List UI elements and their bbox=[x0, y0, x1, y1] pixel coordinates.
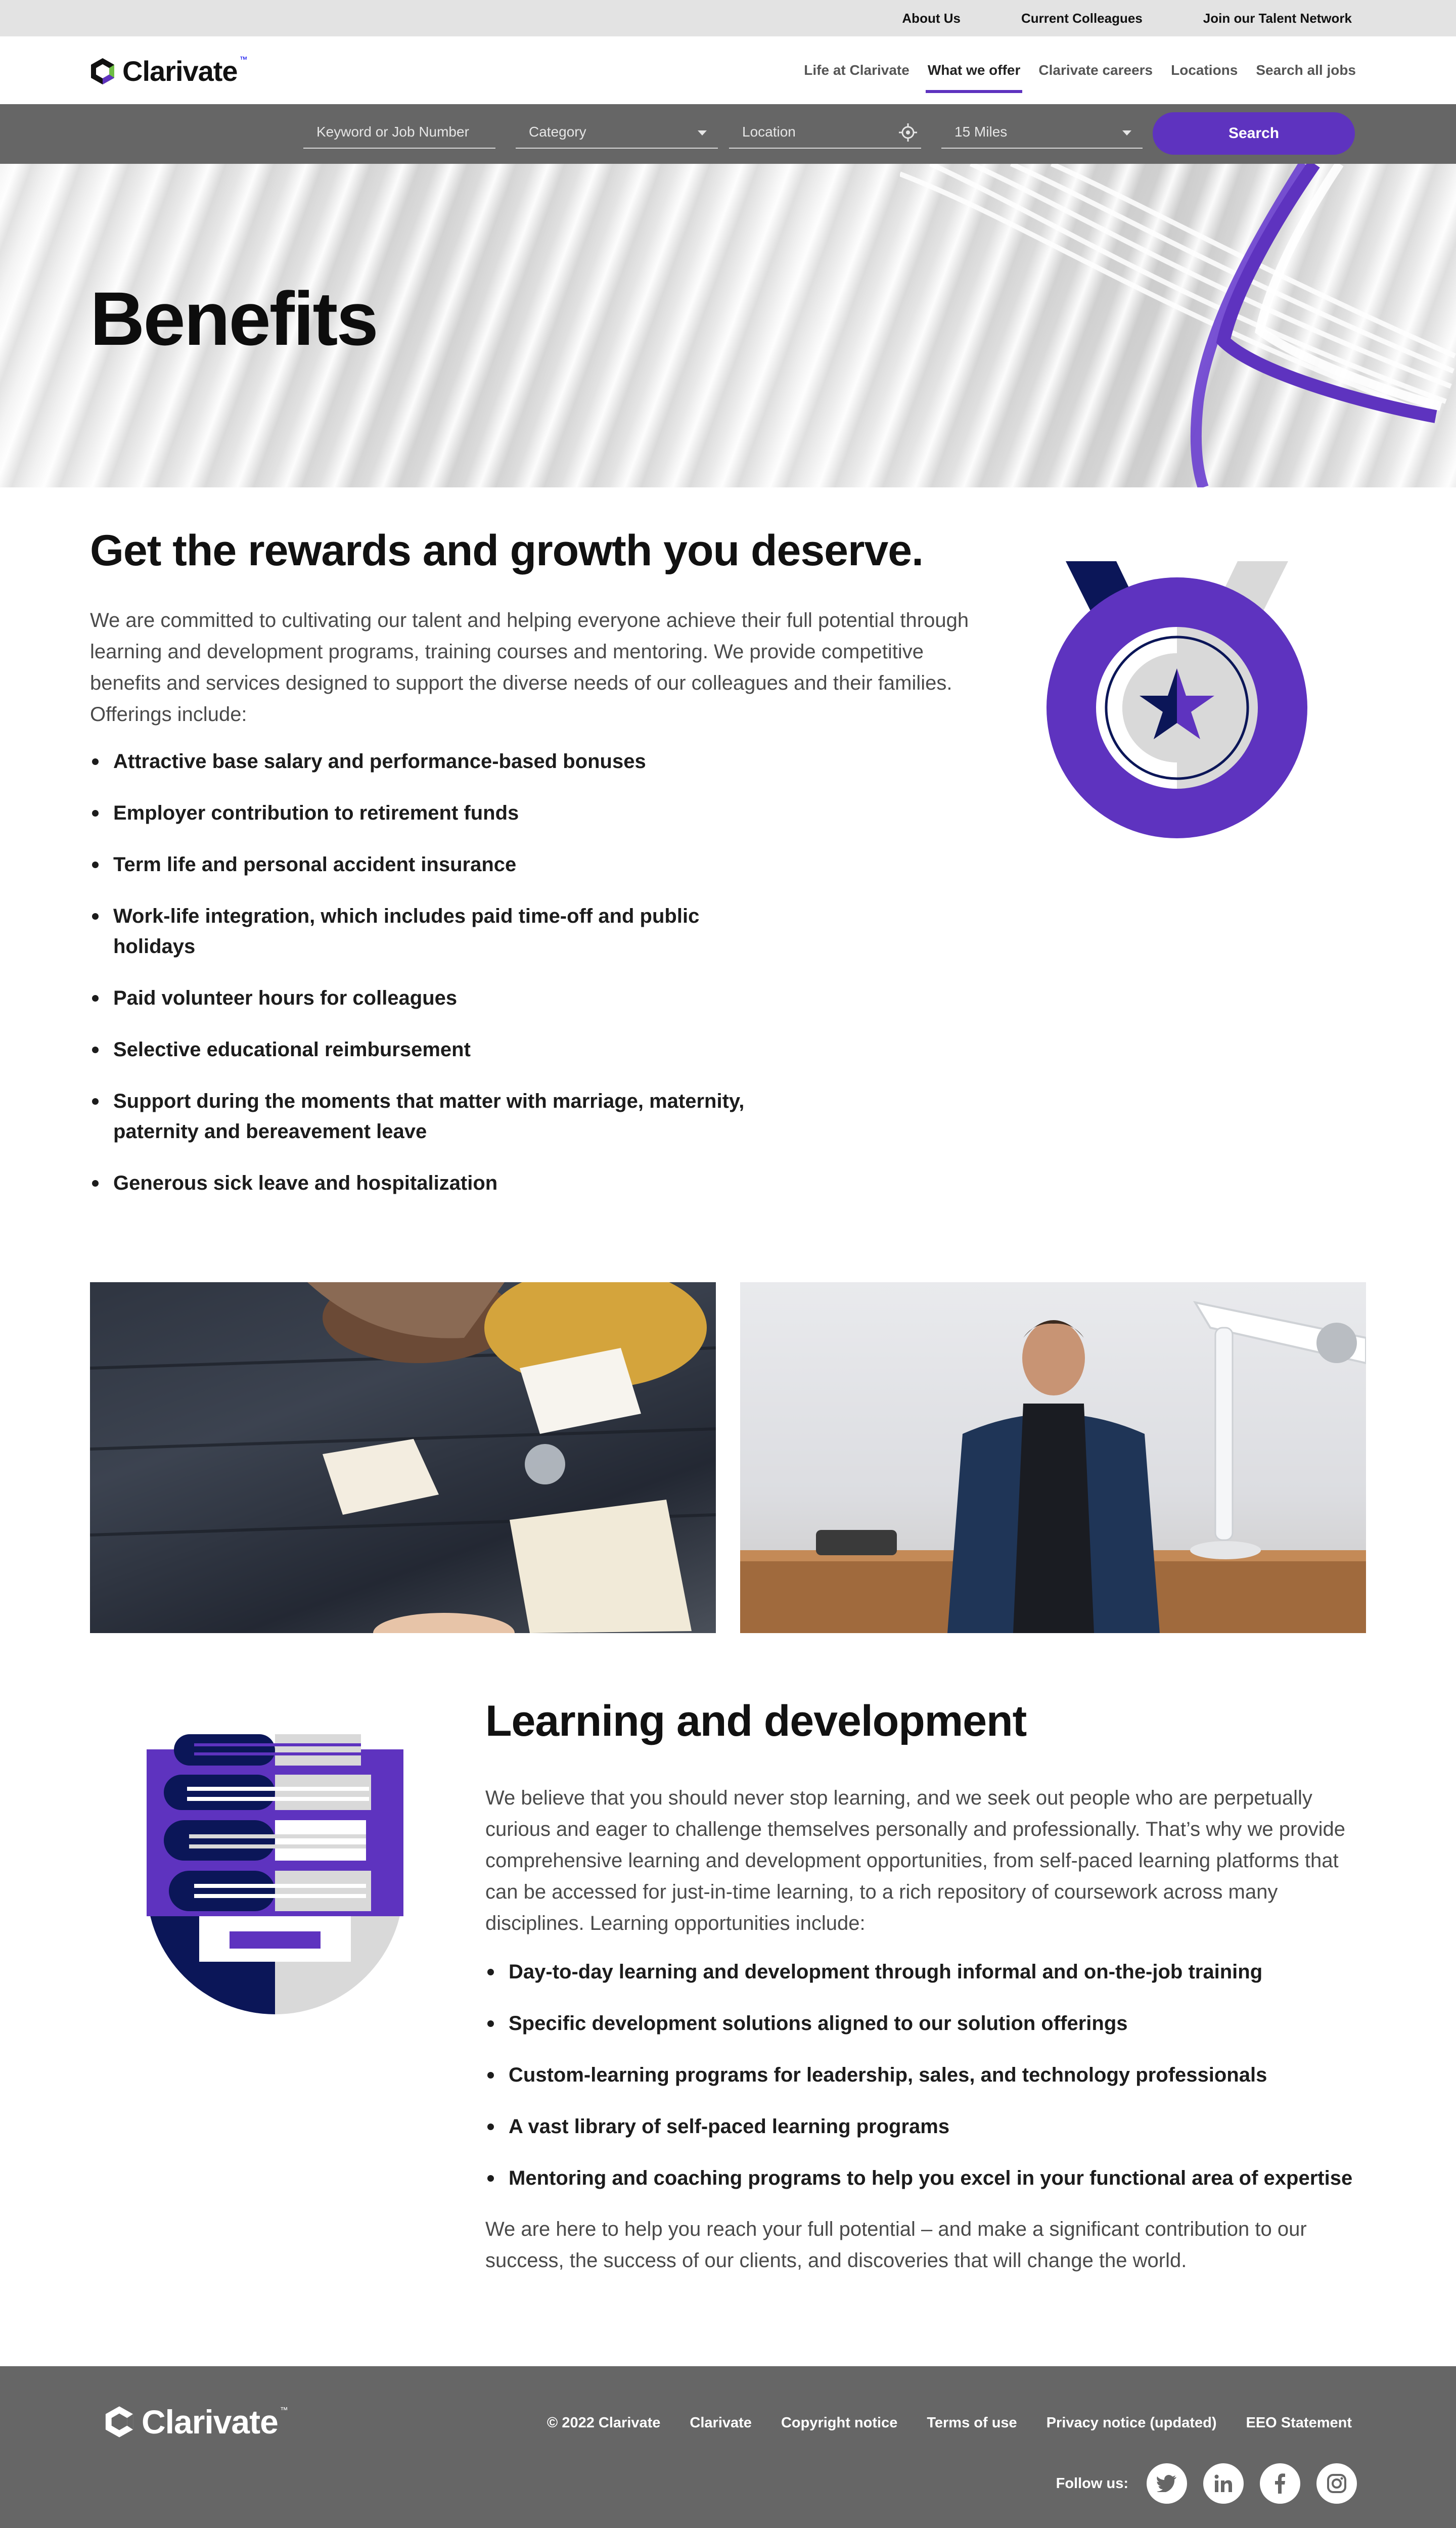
list-item: Term life and personal accident insurance bbox=[90, 849, 747, 880]
nav-item-clarivate-careers[interactable]: Clarivate careers bbox=[1038, 62, 1153, 78]
list-item: Work-life integration, which includes paid time-off and public holidays bbox=[90, 901, 747, 962]
keyword-field bbox=[303, 116, 495, 149]
radius-select[interactable] bbox=[941, 116, 1143, 149]
search-button[interactable]: Search bbox=[1153, 112, 1355, 155]
footer-link-copyright-notice[interactable]: Copyright notice bbox=[781, 2415, 898, 2431]
colleagues-studying-photo bbox=[90, 1282, 716, 1633]
list-item: Selective educational reimbursement bbox=[90, 1034, 747, 1065]
medal-icon bbox=[1045, 561, 1308, 844]
nav-item-life-at-clarivate[interactable]: Life at Clarivate bbox=[804, 62, 909, 78]
clarivate-logo-icon bbox=[90, 57, 115, 85]
main-nav bbox=[804, 36, 1356, 104]
utility-bar bbox=[0, 0, 1456, 36]
list-item: Paid volunteer hours for colleagues bbox=[90, 983, 747, 1013]
locate-me-icon[interactable] bbox=[898, 122, 918, 143]
nav-item-what-we-offer[interactable]: What we offer bbox=[928, 36, 1021, 104]
hero-ribbon-graphic bbox=[900, 164, 1456, 487]
footer-brand-name: Clarivate bbox=[142, 2403, 278, 2441]
instagram-icon[interactable] bbox=[1316, 2463, 1357, 2504]
learning-intro: We believe that you should never stop learning, and we seek out people who are perpetually curious and eager to challenge themselves personally and professionally. That’s why we provide comprehensive learning and development opportunities, from self-paced learning platforms that can be accessed for just-in-time learning, to a rich repository of coursework across many disciplines. Learning opportunities include: bbox=[485, 1787, 1345, 1934]
list-item: Attractive base salary and performance-based bonuses bbox=[90, 746, 747, 777]
colleague-portrait-photo bbox=[740, 1282, 1366, 1633]
brand-trademark: ™ bbox=[239, 55, 248, 64]
utility-link-about-us[interactable]: About Us bbox=[902, 10, 961, 26]
twitter-icon[interactable] bbox=[1147, 2463, 1187, 2504]
list-item: Specific development solutions aligned to our solution offerings bbox=[485, 2008, 1385, 2039]
list-item: Day-to-day learning and development through informal and on-the-job training bbox=[485, 1957, 1385, 1987]
chevron-down-icon bbox=[698, 130, 707, 136]
category-select[interactable] bbox=[516, 116, 718, 149]
site-header bbox=[0, 36, 1456, 104]
category-select-value: Category bbox=[529, 124, 586, 140]
footer-link-terms[interactable]: Terms of use bbox=[927, 2415, 1017, 2431]
site-footer bbox=[0, 2366, 1456, 2528]
list-item: Custom-learning programs for leadership, sales, and technology professionals bbox=[485, 2060, 1385, 2090]
facebook-icon[interactable] bbox=[1260, 2463, 1300, 2504]
learning-heading: Learning and development bbox=[485, 1697, 1027, 1745]
social-follow bbox=[1056, 2463, 1357, 2504]
footer-links bbox=[547, 2415, 1352, 2431]
list-item: A vast library of self-paced learning programs bbox=[485, 2111, 1385, 2142]
photo-illustration bbox=[740, 1282, 1366, 1633]
footer-link-eeo[interactable]: EEO Statement bbox=[1246, 2415, 1352, 2431]
follow-label: Follow us: bbox=[1056, 2475, 1128, 2492]
job-search-bar bbox=[0, 104, 1456, 164]
footer-link-copyright-year[interactable]: © 2022 Clarivate bbox=[547, 2415, 661, 2431]
footer-link-clarivate[interactable]: Clarivate bbox=[690, 2415, 752, 2431]
list-item: Support during the moments that matter with marriage, maternity, paternity and bereavement leave bbox=[90, 1086, 747, 1147]
utility-link-talent-network[interactable]: Join our Talent Network bbox=[1203, 10, 1352, 26]
list-item: Employer contribution to retirement funds bbox=[90, 798, 747, 828]
keyword-input[interactable] bbox=[316, 124, 495, 140]
rewards-heading: Get the rewards and growth you deserve. bbox=[90, 526, 923, 575]
radius-select-value: 15 Miles bbox=[954, 124, 1008, 140]
list-item: Generous sick leave and hospitalization bbox=[90, 1168, 747, 1198]
linkedin-icon[interactable] bbox=[1203, 2463, 1244, 2504]
learning-list bbox=[485, 1957, 1385, 2215]
location-field bbox=[729, 116, 921, 149]
page-title: Benefits bbox=[90, 276, 377, 361]
footer-link-privacy-notice[interactable]: Privacy notice (updated) bbox=[1046, 2415, 1217, 2431]
nav-item-locations[interactable]: Locations bbox=[1171, 62, 1238, 78]
benefits-list bbox=[90, 746, 747, 1220]
location-input[interactable] bbox=[742, 124, 921, 140]
footer-brand-trademark: ™ bbox=[280, 2406, 288, 2415]
footer-clarivate-logo[interactable] bbox=[104, 2403, 293, 2441]
clarivate-logo-icon bbox=[104, 2405, 134, 2439]
books-stack-icon bbox=[144, 1734, 406, 2017]
hero-banner bbox=[0, 164, 1456, 487]
clarivate-logo[interactable] bbox=[90, 55, 253, 87]
chevron-down-icon bbox=[1122, 130, 1131, 136]
nav-item-search-all-jobs[interactable]: Search all jobs bbox=[1256, 62, 1356, 78]
photo-illustration bbox=[90, 1282, 716, 1633]
utility-link-current-colleagues[interactable]: Current Colleagues bbox=[1021, 10, 1143, 26]
learning-outro: We are here to help you reach your full potential – and make a significant contribution to our success, the success of our clients, and discoveries that will change the world. bbox=[485, 2218, 1307, 2272]
rewards-intro: We are committed to cultivating our talent and helping everyone achieve their full potential through learning and development programs, training courses and mentoring. We provide competitive benefits and services designed to support the diverse needs of our colleagues and their families. Offerings include: bbox=[90, 609, 969, 726]
brand-name: Clarivate bbox=[122, 55, 238, 87]
list-item: Mentoring and coaching programs to help you excel in your functional area of expertise bbox=[485, 2163, 1385, 2193]
